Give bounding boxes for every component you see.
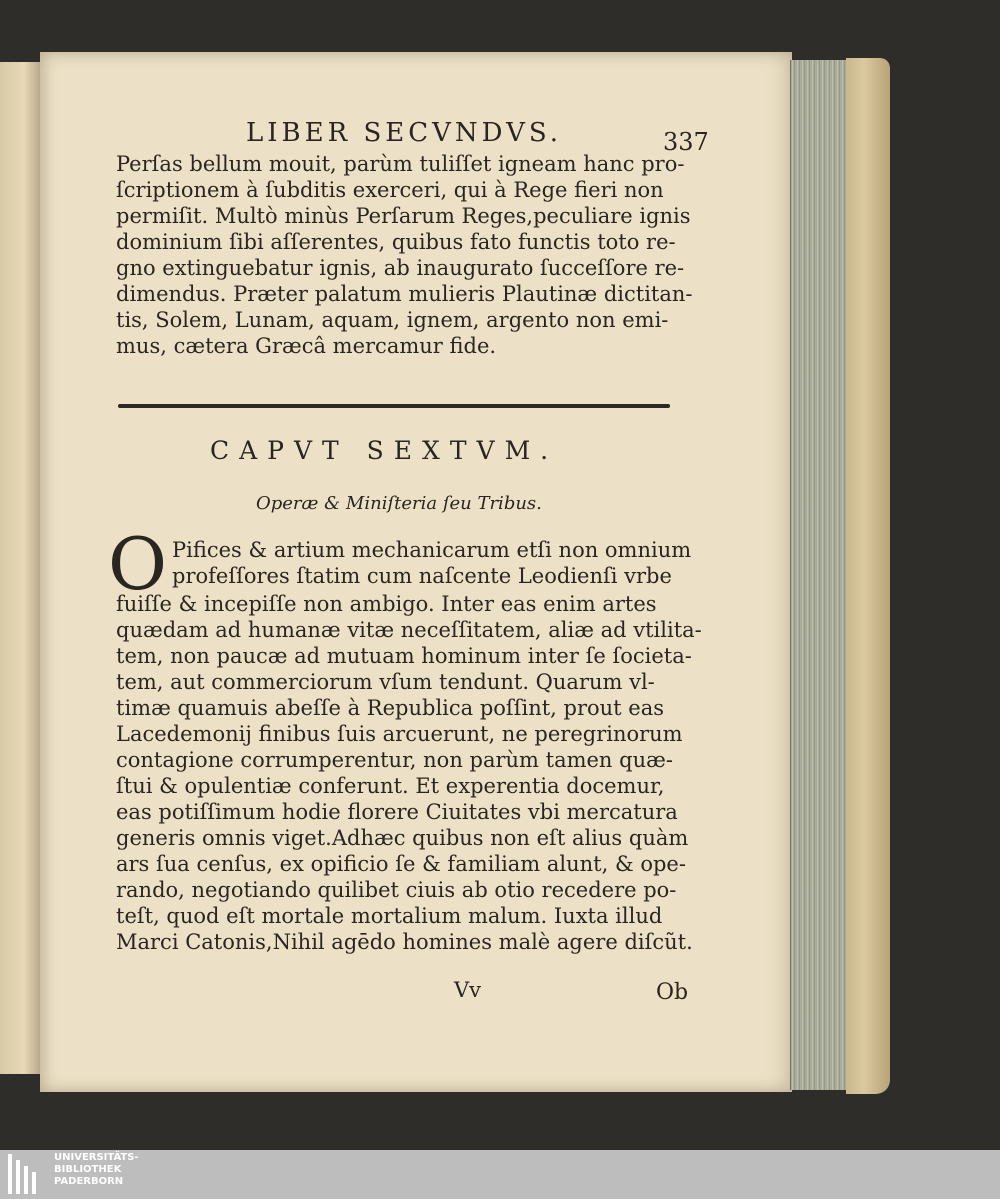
facing-page-edge <box>0 62 42 1074</box>
drop-cap: O <box>108 522 168 606</box>
text-line: ars ſua cenſus, ex opificio ſe & familiam alunt, & ope- <box>116 852 686 876</box>
text-line: profeſſores ſtatim cum naſcente Leodienſi vrbe <box>172 564 672 588</box>
text-line: Lacedemonij finibus ſuis arcuerunt, ne peregrinorum <box>116 722 683 746</box>
running-title: LIBER SECVNDVS. <box>246 118 562 148</box>
signature-mark: Vv <box>454 978 482 1002</box>
text-line: dominium ſibi aſſerentes, quibus fato functis toto re- <box>116 230 676 254</box>
text-line: mus, cætera Græcâ mercamur fide. <box>116 334 497 358</box>
book-cover-edge <box>846 58 890 1094</box>
text-line: generis omnis viget.Adhæc quibus non eſt alius quàm <box>116 826 689 850</box>
text-line: Perſas bellum mouit, parùm tuliſſet igneam hanc pro- <box>116 152 685 176</box>
text-line: eas potiſſimum hodie florere Ciuitates vbi mercatura <box>116 800 678 824</box>
chapter-subtitle: Operæ & Miniſteria ſeu Tribus. <box>256 493 542 514</box>
text-line: gno extinguebatur ignis, ab inaugurato ſucceſſore re- <box>116 256 685 280</box>
section-rule <box>118 404 670 408</box>
text-line: teſt, quod eſt mortale mortalium malum. Iuxta illud <box>116 904 663 928</box>
library-logo-icon <box>6 1152 46 1196</box>
text-line: timæ quamuis abeſſe à Republica poſſint, prout eas <box>116 696 664 720</box>
chapter-title: CAPVT SEXTVM. <box>210 436 559 465</box>
text-line: ſcriptionem à ſubditis exerceri, qui à Rege fieri non <box>116 178 664 202</box>
library-name-line: UNIVERSITÄTS- <box>54 1152 139 1163</box>
text-line: Pifices & artium mechanicarum etſi non omnium <box>172 538 692 562</box>
text-line: rando, negotiando quilibet ciuis ab otio recedere po- <box>116 878 677 902</box>
library-name <box>54 1152 139 1188</box>
text-line: tem, aut commerciorum vſum tendunt. Quarum vl- <box>116 670 655 694</box>
library-name-line: PADERBORN <box>54 1176 124 1187</box>
text-line: tis, Solem, Lunam, aquam, ignem, argento non emi- <box>116 308 669 332</box>
text-line: tem, non paucæ ad mutuam hominum inter ſe ſocieta- <box>116 644 692 668</box>
library-footer <box>0 1150 1000 1199</box>
library-name-line: BIBLIOTHEK <box>54 1164 122 1175</box>
catchword: Ob <box>656 980 689 1005</box>
text-line: dimendus. Præter palatum mulieris Plautinæ dictitan- <box>116 282 693 306</box>
text-line: fuiſſe & incepiſſe non ambigo. Inter eas enim artes <box>116 592 657 616</box>
text-line: ſtui & opulentiæ conferunt. Et experentia docemur, <box>116 774 665 798</box>
text-line: contagione corrumperentur, non parùm tamen quæ- <box>116 748 673 772</box>
page-number: 337 <box>663 128 709 156</box>
text-line: quædam ad humanæ vitæ neceſſitatem, aliæ ad vtilita- <box>116 618 702 642</box>
text-line: permiſit. Multò minùs Perſarum Reges,peculiare ignis <box>116 204 691 228</box>
text-line: Marci Catonis,Nihil agēdo homines malè agere diſcũt. <box>116 930 693 954</box>
page-edges <box>790 60 849 1090</box>
